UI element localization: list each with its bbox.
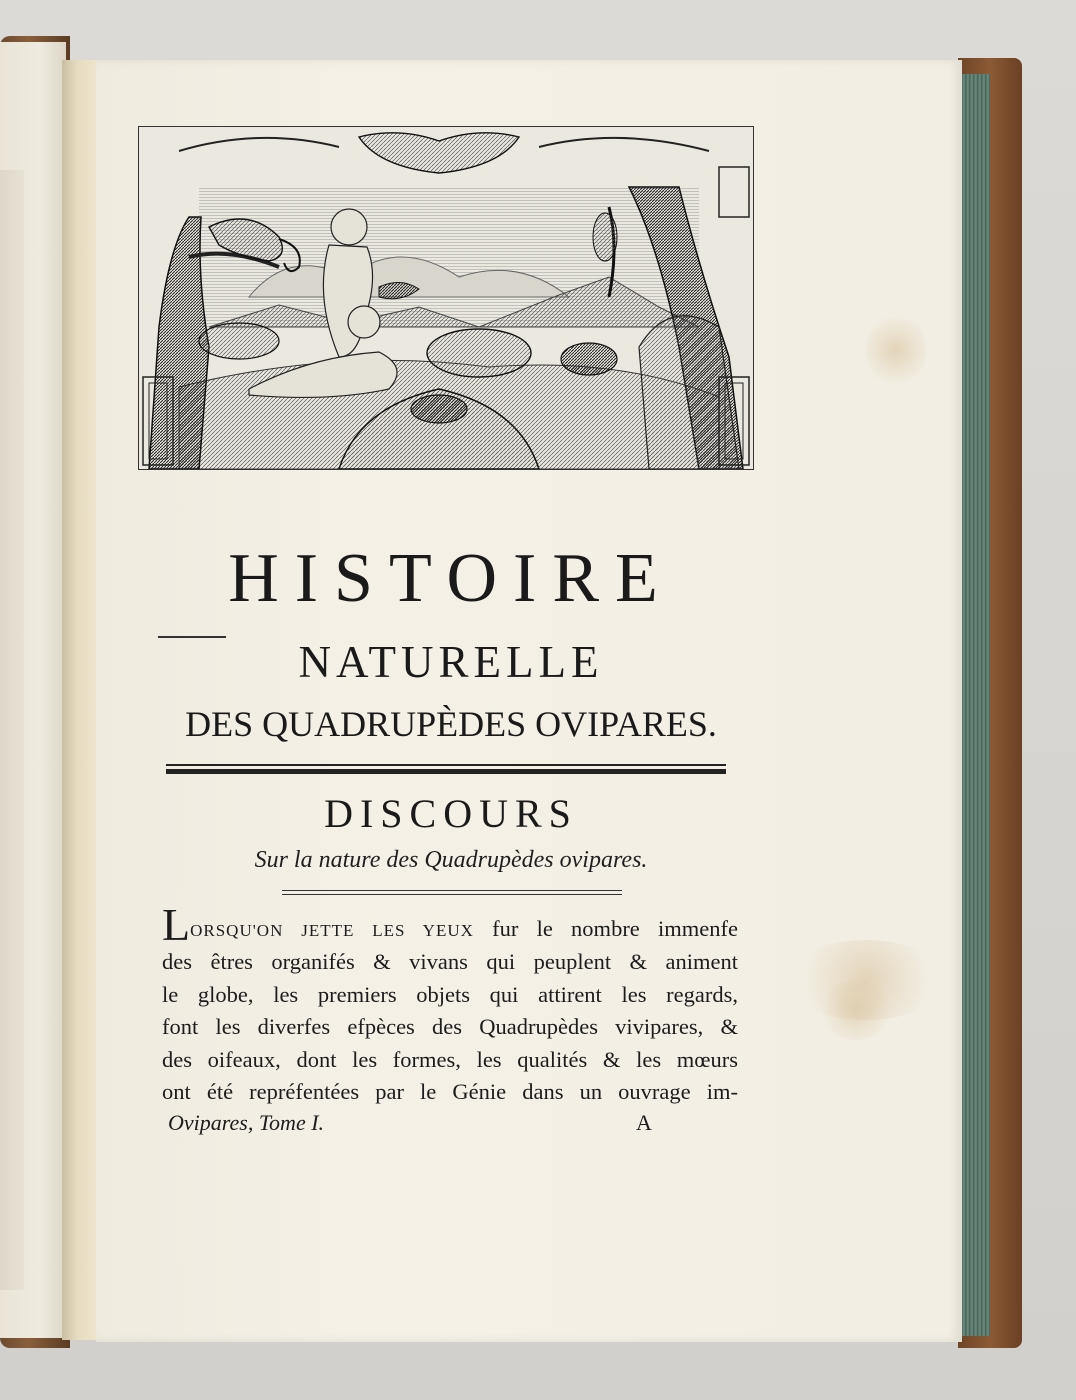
small-caps-opening: ORSQU'ON JETTE LES YEUX <box>190 921 474 940</box>
title-main: HISTOIRE <box>228 540 674 617</box>
short-rule <box>158 636 226 638</box>
foxing-stain <box>866 310 926 390</box>
left-page-edge <box>0 170 24 1290</box>
foxing-stain <box>816 980 896 1040</box>
title-subtitle: NATURELLE <box>298 637 604 687</box>
body-line: le globe, les premiers objets qui attirent les regards, <box>162 981 738 1007</box>
signature-mark: A <box>636 1110 652 1135</box>
body-line: ont été repréfentées par le Génie dans un ouvrage im- <box>162 1079 738 1104</box>
book-gutter <box>62 60 100 1340</box>
body-line-text: fur le nombre immenfe <box>492 916 738 941</box>
section-subheading: Sur la nature des Quadrupèdes ovipares. <box>254 847 648 873</box>
double-rule-divider <box>166 764 726 776</box>
body-line <box>162 899 738 950</box>
body-line: font les diverfes efpèces des Quadrupèdes vivipares, & <box>162 1014 738 1039</box>
volume-footer: Ovipares, Tome I. <box>168 1110 325 1135</box>
title-subtitle-2: DES QUADRUPÈDES OVIPARES. <box>185 704 717 744</box>
drop-cap: L <box>162 899 191 950</box>
engraving-image <box>139 127 753 469</box>
body-text <box>162 899 738 1109</box>
headpiece-engraving <box>138 126 754 470</box>
section-rule <box>282 890 622 896</box>
page-edges <box>958 74 990 1336</box>
body-line: des oifeaux, dont les formes, les qualités & les mœurs <box>162 1046 738 1072</box>
body-line: des êtres organifés & vivans qui peuplent & animent <box>162 949 738 974</box>
book-page <box>96 60 962 1342</box>
section-heading: DISCOURS <box>324 791 578 836</box>
